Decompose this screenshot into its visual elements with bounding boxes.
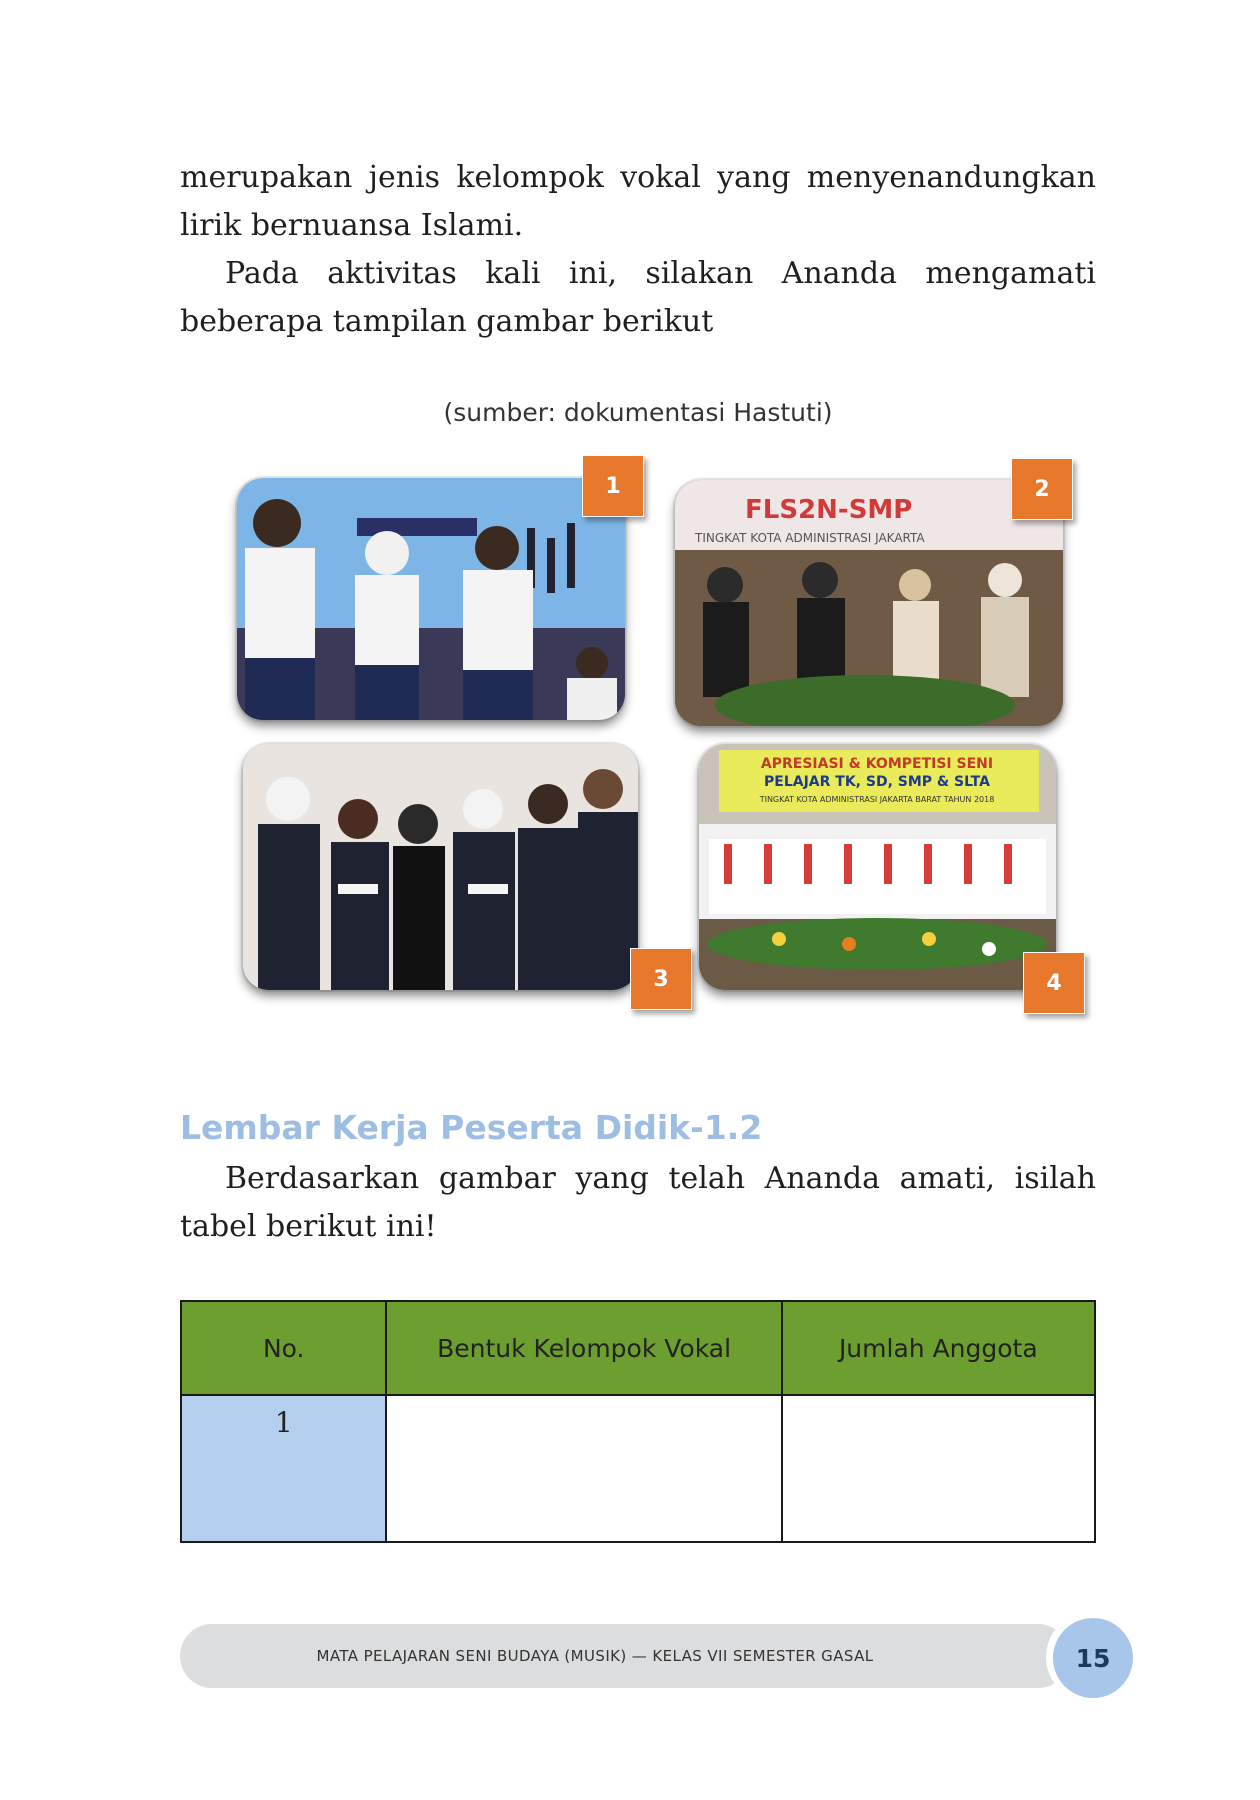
row-1-bentuk-kelompok-vokal[interactable] — [386, 1395, 781, 1542]
adult-vocal-group-photo-icon — [243, 744, 638, 990]
photo-1-badge: 1 — [582, 455, 644, 517]
choir-competition-photo-icon — [699, 744, 1056, 990]
footer-bar — [180, 1624, 1070, 1688]
body-paragraph-2: Pada aktivitas kali ini, silakan Ananda mengamati beberapa tampilan gambar berikut — [180, 256, 1096, 339]
header-jumlah-anggota: Jumlah Anggota — [782, 1301, 1095, 1395]
header-bentuk-kelompok-vokal: Bentuk Kelompok Vokal — [386, 1301, 781, 1395]
figure-caption: (sumber: dokumentasi Hastuti) — [443, 398, 833, 427]
stage-performance-photo-icon — [675, 480, 1063, 726]
school-vocal-group-photo-icon — [237, 478, 625, 720]
worksheet-table — [180, 1300, 1096, 1543]
page-number: 15 — [1053, 1618, 1133, 1698]
footer-text: MATA PELAJARAN SENI BUDAYA (MUSIK) — KELAS VII SEMESTER GASAL — [316, 1647, 874, 1665]
choir-banner-line-1: APRESIASI & KOMPETISI SENI — [760, 756, 994, 772]
worksheet-title: Lembar Kerja Peserta Didik-1.2 — [180, 1108, 763, 1147]
body-paragraph-1: merupakan jenis kelompok vokal yang menyenandungkan lirik bernuansa Islami. — [180, 160, 1096, 243]
choir-banner-line-2: PELAJAR TK, SD, SMP & SLTA — [764, 774, 990, 790]
row-1-no: 1 — [181, 1395, 386, 1542]
stage-banner-subtitle: TINGKAT KOTA ADMINISTRASI JAKARTA — [695, 531, 925, 545]
worksheet-instruction: Berdasarkan gambar yang telah Ananda amati, isilah tabel berikut ini! — [180, 1161, 1096, 1244]
row-1-jumlah-anggota[interactable] — [782, 1395, 1095, 1542]
photo-3-badge: 3 — [630, 948, 692, 1010]
photo-2 — [675, 480, 1063, 726]
choir-banner-line-3: TINGKAT KOTA ADMINISTRASI JAKARTA BARAT TAHUN 2018 — [759, 795, 995, 804]
table-header-row — [181, 1301, 1095, 1395]
photo-4-badge: 4 — [1023, 952, 1085, 1014]
photo-1 — [237, 478, 625, 720]
stage-banner-title: FLS2N-SMP — [745, 495, 913, 525]
photo-2-badge: 2 — [1011, 458, 1073, 520]
table-row — [181, 1395, 1095, 1542]
photo-3 — [243, 744, 638, 990]
header-no: No. — [181, 1301, 386, 1395]
photo-4 — [699, 744, 1056, 990]
